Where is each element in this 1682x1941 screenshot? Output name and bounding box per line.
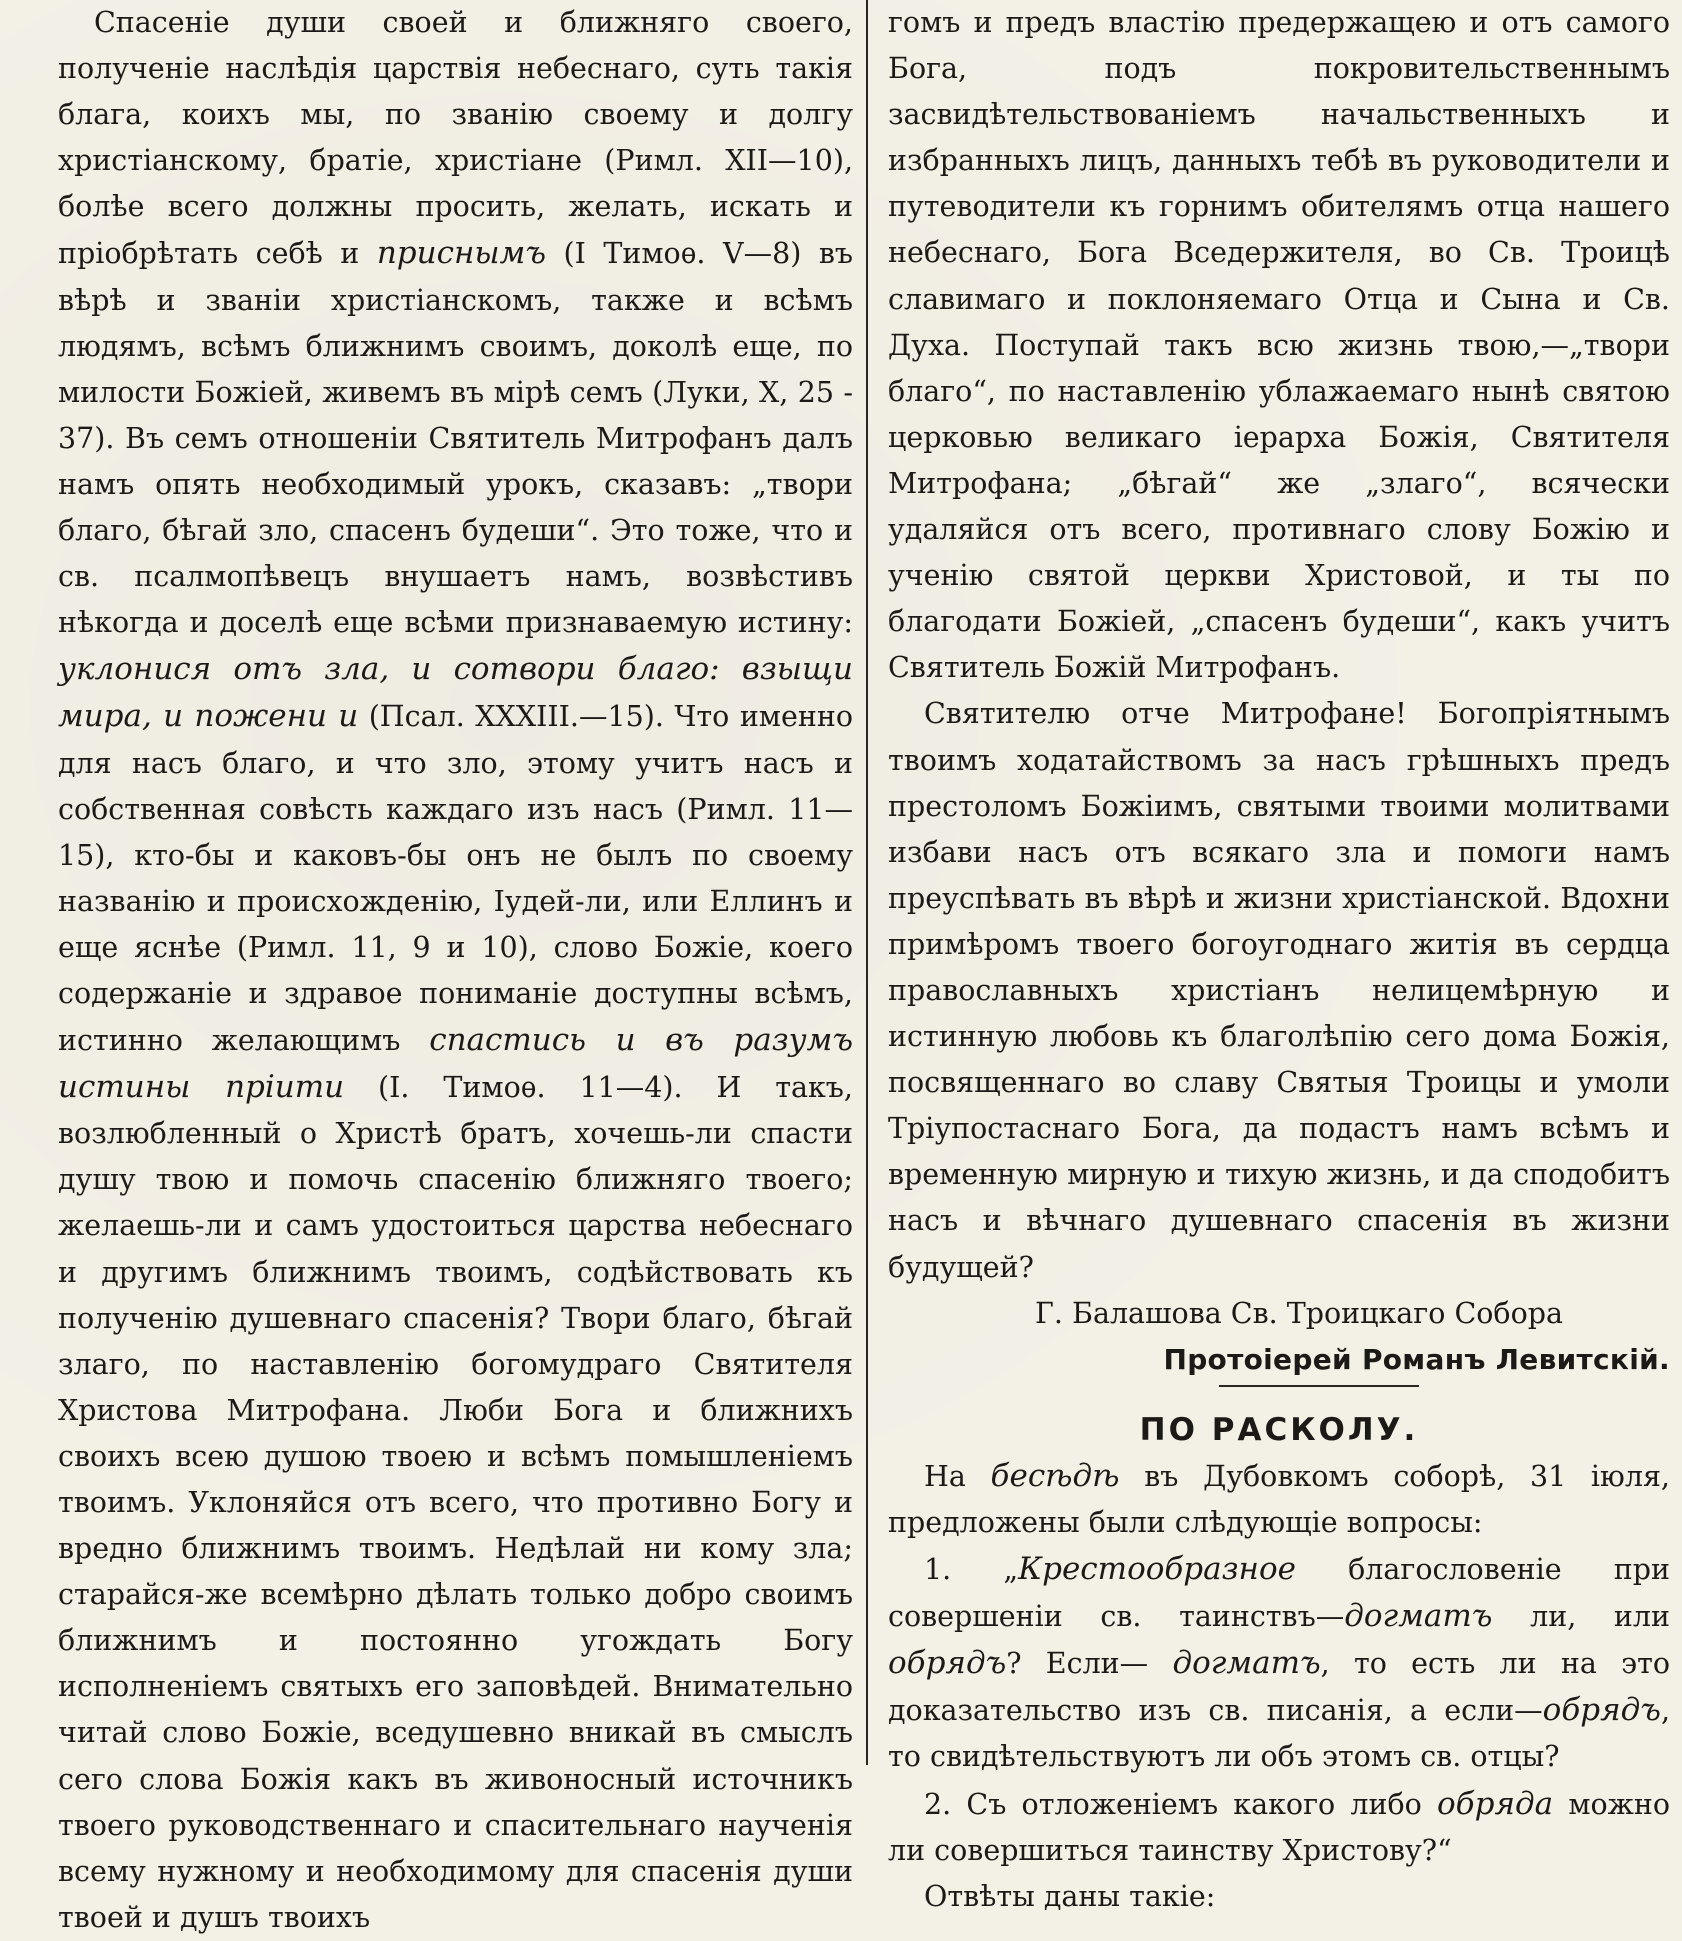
italic-quote: уклонися отъ зла, и сотвори благо: взыщи мира, и пожени и: [58, 651, 853, 735]
left-paragraph-1: [58, 0, 853, 1941]
right-paragraph-2: Святителю отче Митрофане! Богопріятнымъ твоимъ ходатайствомъ за насъ грѣшныхъ предъ престоломъ Божіимъ, святыми твоими молитвами избави насъ отъ всякаго зла и помоги намъ преуспѣвать въ вѣрѣ и жизни христіанской. Вдохни примѣромъ твоего богоугоднаго житія въ сердца православныхъ христіанъ нелицемѣрную и истинную любовь къ благолѣпію сего дома Божія, посвященнаго во славу Святыя Троицы и умоли Тріупостаснаго Бога, да подастъ намъ всѣмъ и временную мирную и тихую жизнь, и да сподобитъ насъ и вѣчнаго душевнаго спасенія въ жизни будущей?: [888, 697, 1670, 1284]
text-span: (Псал. XXXIII.—15). Что именно для насъ благо, и что зло, этому учитъ насъ и собственная совѣсть каждаго изъ насъ (Римл. 11—15), кто-бы и каковъ-бы онъ не былъ по своему названію и происхожденію, Іудей-ли, или Еллинъ и еще яснѣе (Римл. 11, 9 и 10), слово Божіе, коего содержаніе и здравое пониманіе доступны всѣмъ, истинно желающимъ: [58, 700, 853, 1058]
question-2: [888, 1781, 1670, 1874]
text-span: (I Тимоѳ. V—8) въ вѣрѣ и званіи христіанскомъ, также и всѣмъ людямъ, всѣмъ ближнимъ своимъ, доколѣ еще, по милости Божіей, живемъ въ мірѣ семъ (Луки, X, 25 - 37). Въ семъ отношеніи Святитель Митрофанъ далъ намъ опять необходимый урокъ, сказавъ: „твори благо, бѣгай зло, спасенъ будеши“. Это тоже, что и св. псалмопѣвецъ внушаетъ намъ, возвѣстивъ нѣкогда и доселѣ еще всѣми признаваемую истину:: [58, 237, 853, 640]
italic-word: обрядъ: [1542, 1692, 1661, 1729]
italic-phrase: приснымъ: [376, 235, 546, 272]
right-paragraph-1: гомъ и предъ властію предержащею и отъ самого Бога, подъ покровительственнымъ засвидѣтельствованіемъ начальственныхъ и избранныхъ лицъ, данныхъ тебѣ въ руководители и путеводители къ горнимъ обителямъ отца нашего небеснаго, Бога Вседержителя, во Св. Троицѣ славимаго и поклоняемаго Отца и Сына и Св. Духа. Поступай такъ всю жизнь твою,—„твори благо“, по наставленію ублажаемаго нынѣ святою церковью великаго іерарха Божія, Святителя Митрофана; „бѣгай“ же „злаго“, всячески удаляйся отъ всего, противнаго слову Божію и ученію святой церкви Христовой, и ты по благодати Божіей, „спасенъ будеши“, какъ учитъ Святитель Божій Митрофанъ.: [888, 6, 1670, 685]
right-column: [888, 0, 1670, 1920]
italic-word: бесѣдѣ: [990, 1457, 1120, 1494]
italic-word: догматъ: [1344, 1598, 1493, 1635]
text-span: благословеніе при совершеніи св. таинствъ—: [888, 1553, 1670, 1634]
text-span: 2. Съ отложеніемъ какого либо: [924, 1787, 1422, 1821]
italic-phrase: спастись и въ разумъ истины пріити: [58, 1022, 853, 1106]
question-1: [888, 1546, 1670, 1780]
text-span: , то есть ли на это доказательство изъ св. писанія, а если—: [888, 1647, 1670, 1728]
text-span: можно ли совершиться таинству Христову?“: [888, 1787, 1671, 1867]
column-divider: [866, 0, 868, 1765]
text-span: На: [924, 1459, 966, 1493]
italic-word: обрядъ: [888, 1645, 1007, 1682]
section-heading: ПО РАСКОЛУ.: [1139, 1411, 1419, 1448]
italic-word: догматъ: [1172, 1645, 1321, 1682]
signature-name: Протоіерей Романъ Левитскій.: [1163, 1342, 1670, 1376]
text-span: 1. „: [924, 1553, 1019, 1587]
left-column: [58, 0, 853, 1941]
italic-word: Крестообразное: [1018, 1551, 1296, 1588]
text-span: , то свидѣтельствуютъ ли объ этомъ св. отцы?: [888, 1694, 1670, 1774]
intro-paragraph: [888, 1453, 1670, 1546]
text-span: Спасеніе души своей и ближняго своего, полученіе наслѣдія царствія небеснаго, суть такія блага, коихъ мы, по званію своему и долгу христіанскому, братіе, христіане (Римл. XII—10), болѣе всего должны просить, желать, искать и пріобрѣтать себѣ и: [58, 6, 853, 271]
section-rule: [1219, 1385, 1419, 1387]
text-span: ? Если—: [1006, 1647, 1149, 1681]
text-span: ли, или: [1530, 1600, 1670, 1634]
text-span: (I. Тимоѳ. 11—4). И такъ, возлюбленный о Христѣ братъ, хочешь-ли спасти душу твою и помочь спасенію ближняго твоего; желаешь-ли и самъ удостоиться царства небеснаго и другимъ ближнимъ твоимъ, содѣйствовать къ полученію душевнаго спасенія? Твори благо, бѣгай злаго, по наставленію богомудраго Святителя Христова Митрофана. Люби Бога и ближнихъ своихъ всею душою твоею и всѣмъ помышленіемъ твоимъ. Уклоняйся отъ всего, что противно Богу и вредно ближнимъ твоимъ. Недѣлай ни кому зла; старайся-же всемѣрно дѣлать только добро своимъ ближнимъ и постоянно угождать Богу исполненіемъ святыхъ его заповѣдей. Внимательно читай слово Божіе, вседушевно вникай въ смыслъ сего слова Божія какъ въ живоносный источникъ твоего руководственнаго и спасительнаго наученія всему нужному и необходимому для спасенія души твоей и душъ твоихъ: [58, 1071, 853, 1934]
italic-word: обряда: [1437, 1785, 1554, 1822]
answers-intro: Отвѣты даны такіе:: [924, 1879, 1216, 1913]
text-span: въ Дубовкомъ соборѣ, 31 іюля, предложены были слѣдующіе вопросы:: [888, 1459, 1670, 1539]
signature-place: Г. Балашова Св. Троицкаго Собора: [1035, 1296, 1563, 1330]
